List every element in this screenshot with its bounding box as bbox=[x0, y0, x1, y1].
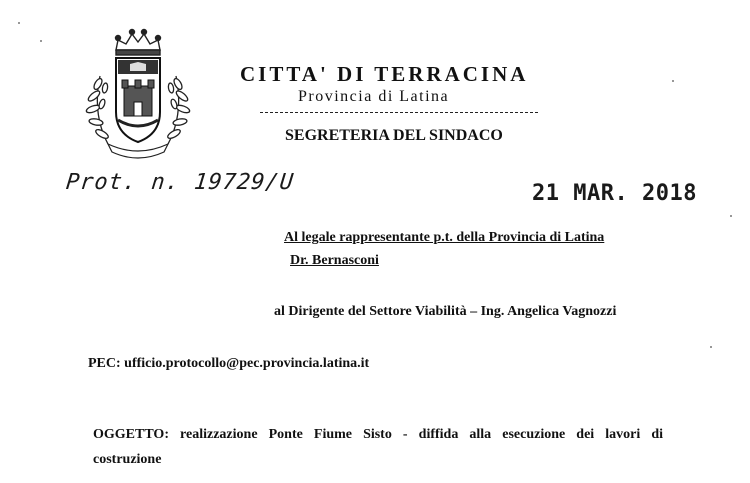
subject-word: alla bbox=[469, 427, 492, 442]
addressee-line-2: Dr. Bernasconi bbox=[290, 253, 379, 268]
scan-speck bbox=[730, 215, 732, 217]
addressee-line-1: Al legale rappresentante p.t. della Provincia di Latina bbox=[284, 230, 605, 245]
scan-speck bbox=[18, 22, 20, 24]
protocol-number: Prot. n. 19729/U bbox=[64, 170, 296, 195]
subject-word: Ponte bbox=[268, 427, 303, 442]
header-divider bbox=[260, 112, 538, 113]
date-stamp: 21 MAR. 2018 bbox=[532, 181, 697, 206]
city-title: CITTA' DI TERRACINA bbox=[240, 62, 529, 86]
subject-line bbox=[93, 427, 663, 443]
scan-speck bbox=[672, 80, 674, 82]
subject-word: Sisto bbox=[363, 427, 392, 442]
subject-word: Fiume bbox=[313, 427, 352, 442]
subject-word: OGGETTO: bbox=[93, 427, 169, 442]
subject-word: lavori bbox=[605, 427, 641, 442]
subject-word: di bbox=[651, 427, 663, 442]
pec-address: PEC: ufficio.protocollo@pec.provincia.latina.it bbox=[88, 356, 370, 371]
office-name: SEGRETERIA DEL SINDACO bbox=[285, 127, 503, 144]
scan-speck bbox=[40, 40, 42, 42]
province-subtitle: Provincia di Latina bbox=[298, 88, 450, 105]
subject-line-2: costruzione bbox=[93, 452, 162, 467]
coat-of-arms-icon bbox=[78, 24, 198, 164]
subject-word: - bbox=[402, 427, 408, 442]
subject-word: diffida bbox=[418, 427, 459, 442]
subject-word: realizzazione bbox=[180, 427, 258, 442]
subject-word: dei bbox=[576, 427, 595, 442]
addressee-line-3: al Dirigente del Settore Viabilità – Ing. Angelica Vagnozzi bbox=[274, 304, 617, 319]
scan-speck bbox=[710, 346, 712, 348]
subject-word: esecuzione bbox=[502, 427, 566, 442]
